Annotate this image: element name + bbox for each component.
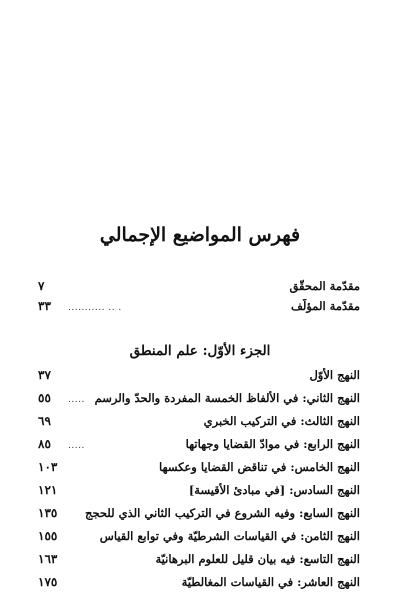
entry-page-number: ١٢١ [38, 483, 58, 497]
entry-title: النهج السادس: [في مبادئ الأقيسة] [188, 483, 360, 497]
toc-entry [38, 552, 360, 575]
toc-entry [38, 460, 360, 483]
entry-title: مقدّمة المؤلّف [290, 299, 360, 313]
entry-title: مقدّمة المحقّق [289, 279, 360, 293]
entry-page-number: ١٧٥ [38, 575, 58, 589]
entry-page-number: ٥٥ [38, 391, 51, 405]
entry-page-number: ٧ [38, 279, 45, 293]
toc-entry [38, 279, 360, 299]
entry-title: النهج التاسع: فيه بيان قليل للعلوم البرهانيّة [155, 552, 360, 566]
toc-entry [38, 483, 360, 506]
entry-title: النهج السابع: وفيه الشروع في التركيب الثاني الذي للحجج [85, 506, 360, 520]
intro-list [38, 279, 360, 319]
entry-page-number: ١٦٣ [38, 552, 58, 566]
entry-title: النهج الثامن: في القياسات الشرطيّة وفي توابع القياس [99, 529, 360, 543]
page-title: فهرس المواضيع الإجمالي [99, 224, 301, 246]
toc-entry [38, 414, 360, 437]
toc-entry [38, 437, 360, 460]
entry-title: النهج الخامس: في تناقض القضايا وعكسها [159, 460, 360, 474]
entry-page-number: ١٠٣ [38, 460, 58, 474]
toc-entry [38, 368, 360, 391]
toc-entry [38, 506, 360, 529]
part-one-list [38, 368, 360, 598]
entry-title: النهج الثاني: في الألفاظ الخمسة المفردة والحدّ والرسم [94, 391, 360, 405]
entry-page-number: ١٥٥ [38, 529, 58, 543]
entry-page-number: ٣٧ [38, 368, 51, 382]
entry-page-number: ٦٩ [38, 414, 51, 428]
entry-leader: ..... [68, 395, 85, 405]
entry-page-number: ١٣٥ [38, 506, 58, 520]
toc-entry [38, 575, 360, 598]
toc-entry [38, 391, 360, 414]
part-heading: الجزء الأوّل: علم المنطق [129, 343, 271, 359]
entry-title: النهج الثالث: في التركيب الخبري [203, 414, 360, 428]
entry-page-number: ٣٣ [38, 299, 51, 313]
entry-leader: . .. ........... [68, 303, 122, 313]
entry-page-number: ٨٥ [38, 437, 51, 451]
entry-title: النهج الرابع: في موادّ القضايا وجهاتها [185, 437, 360, 451]
entry-leader: ..... [68, 441, 85, 451]
entry-title: النهج الأوّل [309, 368, 360, 382]
entry-title: النهج العاشر: في القياسات المغالطيّة [181, 575, 360, 589]
toc-entry [38, 299, 360, 319]
toc-entry [38, 529, 360, 552]
